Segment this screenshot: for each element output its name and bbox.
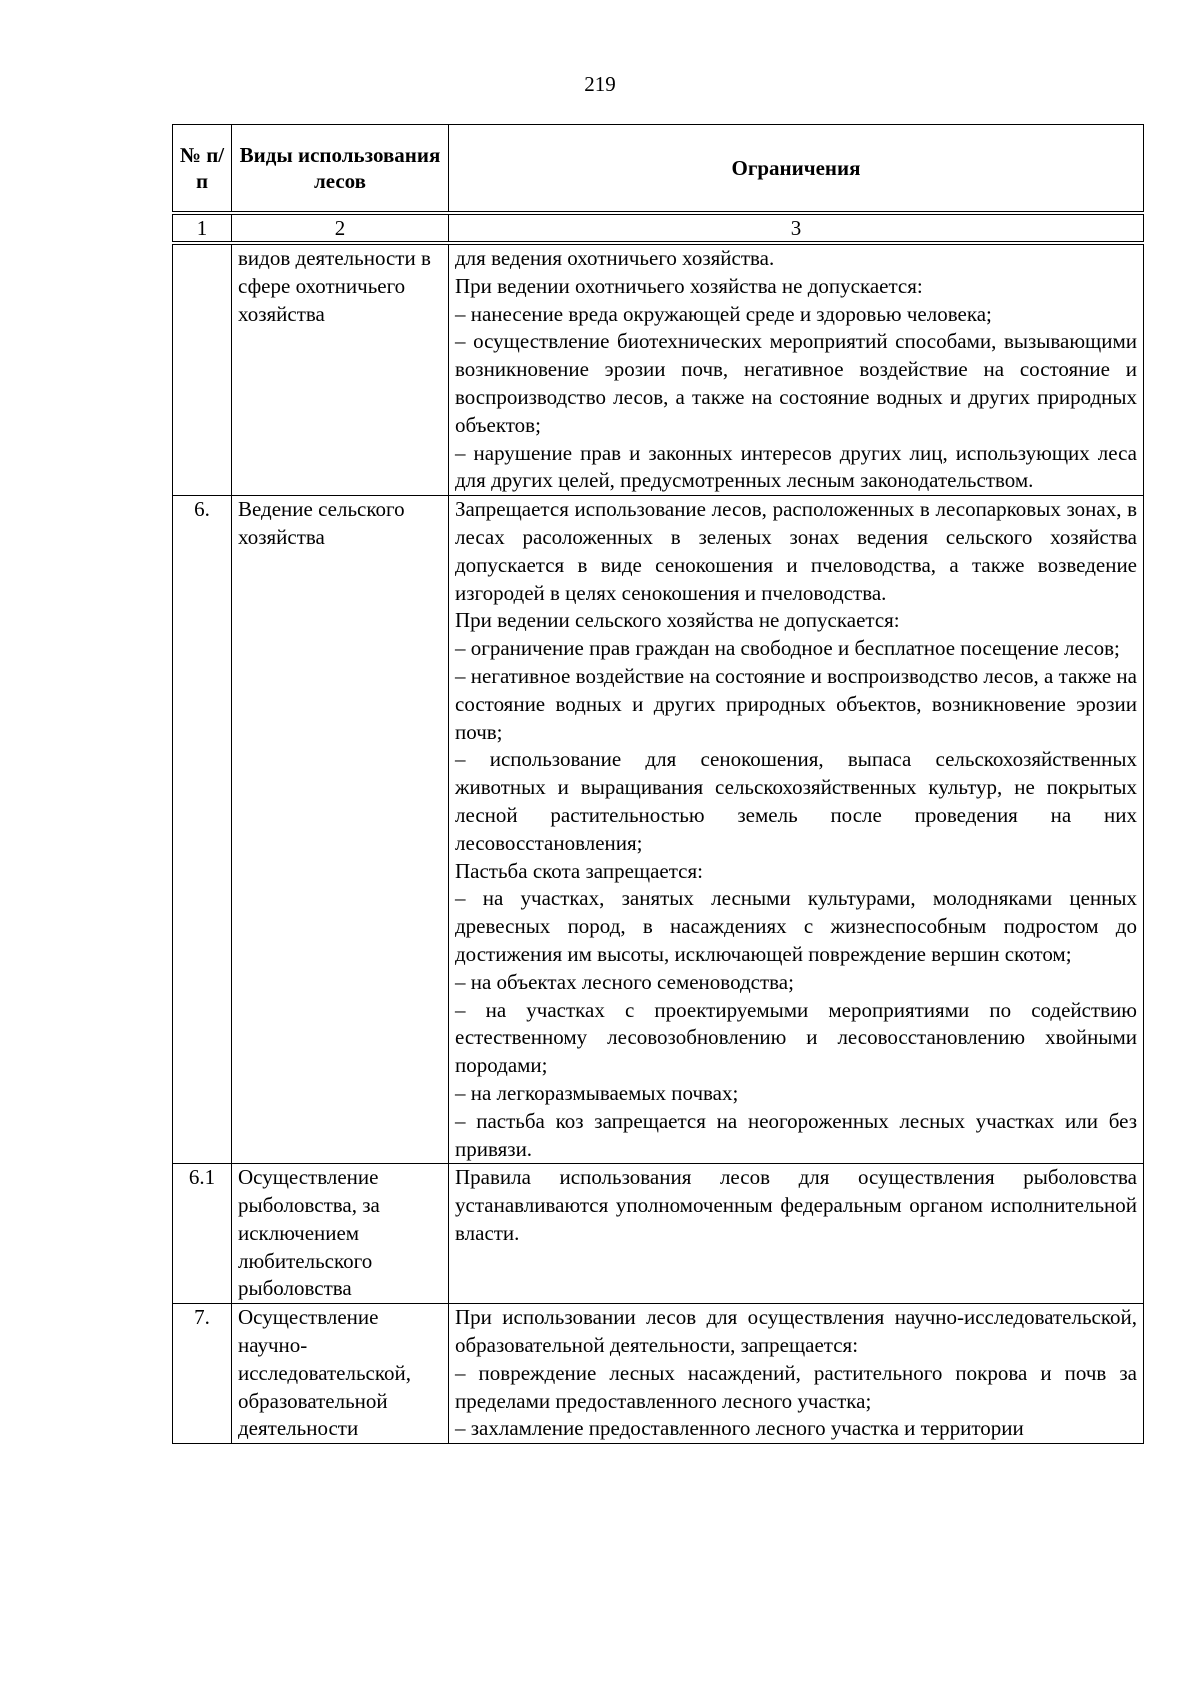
restriction-line: Запрещается использование лесов, расположенных в лесопарковых зонах, в лесах расоложенных в зеленых зонах ведения сельского хозяйства допускается в виде сенокошения и пчеловодства, а также возведение изгородей в целях сенокошения и пчеловодства.	[455, 497, 1137, 605]
table-header-row	[173, 125, 1144, 214]
restriction-line: – повреждение лесных насаждений, растительного покрова и почв за пределами предоставленного лесного участка;	[455, 1360, 1137, 1413]
table-row	[173, 243, 1144, 496]
row-number: 6.	[173, 496, 232, 1164]
restriction-line: – осуществление биотехнических мероприятий способами, вызывающими возникновение эрозии почв, негативное воздействие на состояние и воспроизводство лесов, а также на состояние водных и других природных объектов;	[455, 329, 1137, 437]
page-number: 219	[584, 72, 616, 96]
header-restrictions: Ограничения	[449, 125, 1144, 214]
table-row	[173, 1304, 1144, 1444]
row-restrictions	[449, 1304, 1144, 1444]
table-row	[173, 496, 1144, 1164]
restriction-line: При ведении сельского хозяйства не допускается:	[455, 608, 900, 633]
restriction-line: При ведении охотничьего хозяйства не допускается:	[455, 273, 923, 298]
restriction-line: – негативное воздействие на состояние и воспроизводство лесов, а также на состояние водных и других природных объектов, возникновение эрозии почв;	[455, 663, 1137, 744]
restriction-line: – на объектах лесного семеноводства;	[455, 969, 794, 994]
restriction-line: – ограничение прав граждан на свободное и бесплатное посещение лесов;	[455, 636, 1120, 661]
restriction-line: для ведения охотничьего хозяйства.	[455, 246, 775, 270]
row-kind: Осуществление рыболовства, за исключением любительского рыболовства	[232, 1164, 449, 1304]
header-number: № п/п	[173, 125, 232, 214]
row-restrictions	[449, 496, 1144, 1164]
row-restrictions	[449, 1164, 1144, 1304]
restriction-line: – на участках, занятых лесными культурами, молодняками ценных древесных пород, в насаждениях с жизнеспособным подростом до достижения им высоты, исключающей повреждение вершин скотом;	[455, 886, 1137, 966]
restriction-line: – захламление предоставленного лесного участка и территории	[455, 1416, 1024, 1441]
row-restrictions	[449, 243, 1144, 496]
row-kind: Осуществление научно-исследовательской, образовательной деятельности	[232, 1304, 449, 1444]
restriction-line: – нарушение прав и законных интересов других лиц, использующих леса для других целей, предусмотренных лесным законодательством.	[455, 440, 1137, 493]
restriction-line: Пастьба скота запрещается:	[455, 858, 703, 883]
restriction-line: Правила использования лесов для осуществления рыболовства устанавливаются уполномоченным федеральным органом исполнительной власти.	[455, 1165, 1137, 1245]
row-number	[173, 243, 232, 496]
row-kind: Ведение сельского хозяйства	[232, 496, 449, 1164]
restriction-line: – использование для сенокошения, выпаса сельскохозяйственных животных и выращивания сельскохозяйственных культур, не покрытых лесной растительностью земель после проведения на них лесовосстановления;	[455, 747, 1137, 855]
column-number: 1	[173, 213, 232, 243]
restriction-line: – на участках с проектируемыми мероприятиями по содействию естественному лесовозобновлению и лесовосстановлению хвойными породами;	[455, 997, 1137, 1078]
row-number: 7.	[173, 1304, 232, 1444]
forest-use-restrictions-table	[172, 124, 1144, 1444]
column-number: 2	[232, 213, 449, 243]
restriction-line: – пастьба коз запрещается на неогороженных лесных участках или без привязи.	[455, 1108, 1137, 1161]
restriction-line: – на легкоразмываемых почвах;	[455, 1080, 739, 1105]
restriction-line: – нанесение вреда окружающей среде и здоровью человека;	[455, 301, 992, 326]
header-kind: Виды использования лесов	[232, 125, 449, 214]
row-number: 6.1	[173, 1164, 232, 1304]
table-row	[173, 1164, 1144, 1304]
column-number: 3	[449, 213, 1144, 243]
row-kind: видов деятельности в сфере охотничьего хозяйства	[232, 243, 449, 496]
restriction-line: При использовании лесов для осуществления научно-исследовательской, образовательной деятельности, запрещается:	[455, 1305, 1137, 1358]
column-numbers-row	[173, 213, 1144, 243]
